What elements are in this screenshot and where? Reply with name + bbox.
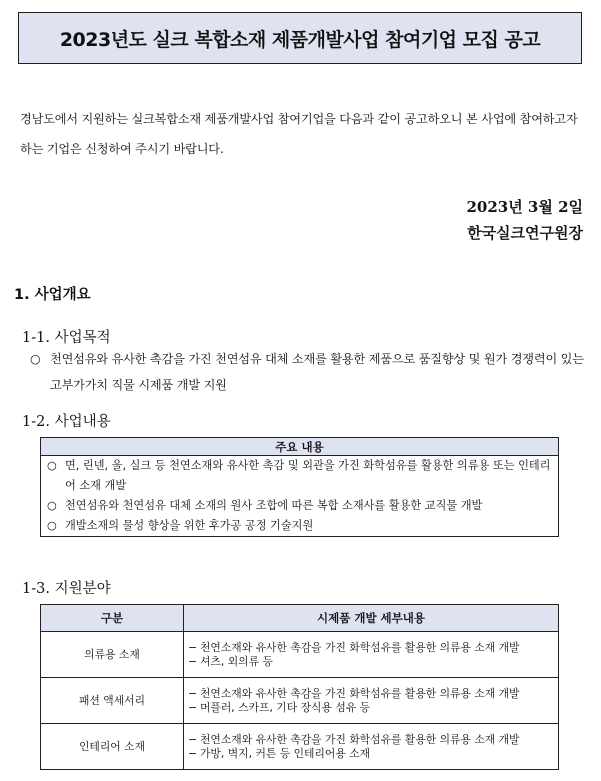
dash-icon: − [188,700,198,714]
section-1-1-heading: 1-1. 사업목적 [22,330,111,346]
bullet-circle-icon: ○ [47,459,57,472]
intro-paragraph: 경남도에서 지원하는 실크복합소재 제품개발사업 참여기업을 다음과 같이 공고하오니 본 사업에 참여하고자 하는 기업은 신청하여 주시기 바랍니다. [20,112,578,156]
detail-text: 머플러, 스카프, 기타 장식용 섬유 등 [200,700,371,714]
detail-text: 셔츠, 외의류 등 [200,654,273,668]
table-row [41,678,559,724]
support-field-table [40,604,559,770]
details-cell [184,724,559,770]
section-1-3-heading: 1-3. 지원분야 [22,581,111,597]
main-content-table [40,437,559,537]
announcement-date: 2023년 3월 2일 [466,198,583,216]
details-cell [184,632,559,678]
list-item-text: 면, 린넨, 울, 실크 등 천연소재와 유사한 촉감 및 외관을 가진 화학섬유를 활용한 의류용 또는 인테리어 소재 개발 [65,459,551,492]
dash-icon: − [188,687,198,700]
list-item [47,496,554,516]
detail-item [188,733,554,747]
bullet-circle-icon: ○ [47,499,57,512]
table-row [41,724,559,770]
table-row [41,632,559,678]
details-cell [184,678,559,724]
column-header-category: 구분 [41,605,184,632]
category-cell: 인테리어 소재 [41,724,184,770]
column-header-details: 시제품 개발 세부내용 [184,605,559,632]
bullet-circle-icon: ○ [47,519,57,532]
list-item [47,516,554,536]
table-header: 주요 내용 [41,438,559,456]
detail-text: 천연소재와 유사한 촉감을 가진 화학섬유를 활용한 의류용 소재 개발 [200,687,520,700]
dash-icon: − [188,746,198,760]
detail-text: 천연소재와 유사한 촉감을 가진 화학섬유를 활용한 의류용 소재 개발 [200,641,520,654]
detail-item [188,641,554,655]
section-1-2-heading: 1-2. 사업내용 [22,414,111,430]
list-item-text: 천연섬유와 천연섬유 대체 소재의 원사 조합에 따른 복합 소재사를 활용한 교직물 개발 [65,499,483,512]
purpose-bullet [30,346,590,398]
detail-item [188,687,554,701]
category-cell: 패션 액세서리 [41,678,184,724]
category-cell: 의류용 소재 [41,632,184,678]
section-1-heading: 1. 사업개요 [14,287,91,303]
dash-icon: − [188,733,198,746]
dash-icon: − [188,654,198,668]
purpose-text: 천연섬유와 유사한 촉감을 가진 천연섬유 대체 소재를 활용한 제품으로 품질향상 및 원가 경쟁력이 있는 고부가가치 직물 시제품 개발 지원 [50,352,584,392]
list-item-text: 개발소재의 물성 향상을 위한 후가공 공정 기술지원 [65,519,314,532]
dash-icon: − [188,641,198,654]
detail-item [188,701,554,715]
detail-item [188,655,554,669]
detail-text: 가방, 벽지, 커튼 등 인테리어용 소재 [200,746,371,760]
table-cell [41,456,559,537]
list-item [47,456,554,496]
announcement-title: 2023년도 실크 복합소재 제품개발사업 참여기업 모집 공고 [18,12,582,64]
detail-text: 천연소재와 유사한 촉감을 가진 화학섬유를 활용한 의류용 소재 개발 [200,733,520,746]
issuing-organization: 한국실크연구원장 [467,224,583,242]
bullet-circle-icon: ○ [30,352,41,366]
detail-item [188,747,554,761]
